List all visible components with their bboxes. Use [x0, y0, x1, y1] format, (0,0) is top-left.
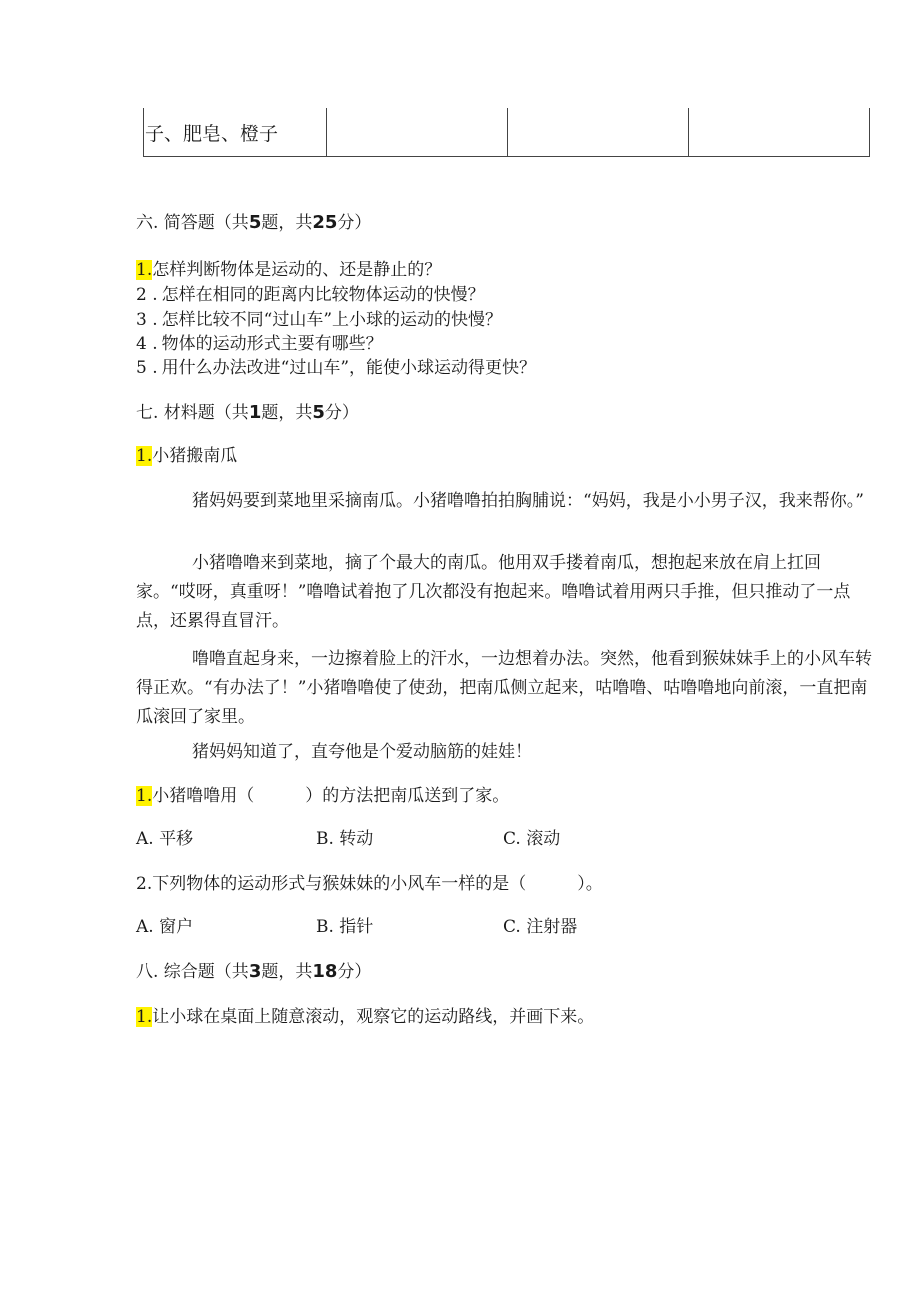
- question-text: 小猪噜噜用（ ）的方法把南瓜送到了家。: [152, 786, 510, 806]
- heading-text: 分）: [337, 962, 372, 982]
- story-paragraph: 猪妈妈知道了，直夸他是个爱动脑筋的娃娃！: [192, 742, 532, 762]
- question-text: 怎样在相同的距离内比较物体运动的快慢？: [161, 285, 485, 305]
- question-text: 怎样判断物体是运动的、还是静止的？: [152, 260, 442, 280]
- question-number: 1.: [136, 1007, 153, 1027]
- story-paragraph: 猪妈妈要到菜地里采摘南瓜。小猪噜噜拍拍胸脯说：“妈妈，我是小小男子汉，我来帮你。”: [192, 491, 864, 511]
- question-text: 怎样比较不同“过山车”上小球的运动的快慢？: [161, 310, 503, 330]
- story-title: 小猪搬南瓜: [152, 446, 238, 466]
- heading-text: 七. 材料题（共: [136, 403, 249, 423]
- question-count: 3: [248, 961, 262, 982]
- table-cell: 子、肥皂、橙子: [144, 108, 327, 157]
- question-number: 4 .: [136, 334, 158, 354]
- material-title: [136, 444, 237, 468]
- heading-text: 八. 综合题（共: [136, 962, 249, 982]
- score-total: 5: [312, 402, 325, 423]
- option-c: C. 注射器: [503, 917, 578, 937]
- question-item: [136, 356, 536, 380]
- section-7-heading: [136, 401, 359, 425]
- question-number: 2 .: [136, 285, 158, 305]
- score-total: 18: [312, 961, 338, 982]
- question-number: 1.: [136, 786, 153, 806]
- table-cell: [327, 108, 508, 157]
- table-cell: [689, 108, 870, 157]
- heading-text: 题，共: [261, 213, 313, 233]
- question-number: 3 .: [136, 310, 158, 330]
- question-item: [136, 1005, 594, 1029]
- question-number: 5 .: [136, 358, 158, 378]
- answer-table-fragment: [143, 108, 870, 157]
- question-item: [136, 332, 383, 356]
- score-total: 25: [312, 212, 338, 233]
- question-item: [136, 283, 485, 307]
- question-item: [136, 258, 441, 282]
- question-number: 2.: [136, 874, 153, 894]
- question-number: 1.: [136, 260, 153, 280]
- heading-text: 题，共: [261, 403, 313, 423]
- section-6-heading: [136, 211, 371, 235]
- heading-text: 题，共: [261, 962, 313, 982]
- question-text: 让小球在桌面上随意滚动，观察它的运动路线，并画下来。: [152, 1007, 595, 1027]
- question-text: 用什么办法改进“过山车”，能使小球运动得更快？: [161, 358, 537, 378]
- question-text: 物体的运动形式主要有哪些？: [161, 334, 383, 354]
- option-b: B. 转动: [316, 829, 374, 849]
- heading-text: 分）: [324, 403, 359, 423]
- question-item: [136, 784, 509, 808]
- question-item: [136, 308, 502, 332]
- heading-text: 分）: [337, 213, 372, 233]
- option-b: B. 指针: [316, 917, 374, 937]
- section-8-heading: [136, 960, 371, 984]
- story-paragraph: 噜噜直起身来，一边擦着脸上的汗水，一边想着办法。突然，他看到猴妹妹手上的小风车转得正欢。“有办法了！”小猪噜噜使了使劲，把南瓜侧立起来，咕噜噜、咕噜噜地向前滚，一直把南瓜滚回了家里。: [136, 649, 872, 727]
- question-count: 1: [248, 402, 262, 423]
- option-c: C. 滚动: [503, 829, 561, 849]
- question-text: 下列物体的运动形式与猴妹妹的小风车一样的是（ ）。: [152, 874, 603, 894]
- option-a: A. 窗户: [136, 917, 194, 937]
- table-row: [144, 108, 870, 157]
- heading-text: 六. 简答题（共: [136, 213, 249, 233]
- story-paragraph: 小猪噜噜来到菜地，摘了个最大的南瓜。他用双手搂着南瓜，想抱起来放在肩上扛回家。“哎呀，真重呀！”噜噜试着抱了几次都没有抱起来。噜噜试着用两只手推，但只推动了一点点，还累得直冒汗。: [136, 553, 851, 631]
- option-a: A. 平移: [136, 829, 194, 849]
- table-cell: [508, 108, 689, 157]
- question-number: 1.: [136, 446, 153, 466]
- question-count: 5: [248, 212, 262, 233]
- question-item: [136, 872, 603, 896]
